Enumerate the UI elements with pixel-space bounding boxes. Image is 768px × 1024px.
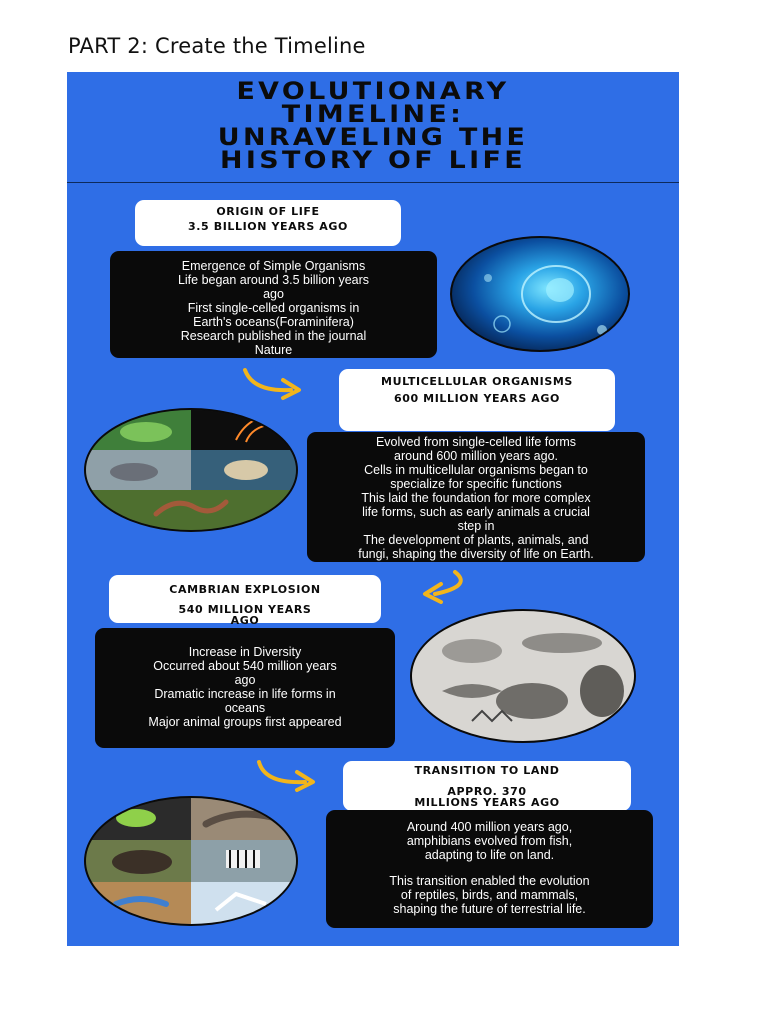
curved-arrow-icon xyxy=(253,756,325,796)
section-card-land xyxy=(326,810,653,928)
page-heading: PART 2: Create the Timeline xyxy=(68,34,366,58)
card-line: fungi, shaping the diversity of life on Earth. xyxy=(358,547,594,561)
section-date: APPRO. 370 MILLIONS YEARS AGO xyxy=(414,785,560,809)
card-line: ago xyxy=(234,673,256,687)
cell-illustration xyxy=(452,238,628,350)
section-label-multicellular xyxy=(339,369,615,431)
section-label-cambrian xyxy=(109,575,381,627)
card-line: shaping the future of terrestrial life. xyxy=(393,902,586,916)
card-line: Life began around 3.5 billion years xyxy=(177,273,370,287)
card-line: Cells in multicellular organisms began to xyxy=(364,463,588,477)
section-card-multicellular xyxy=(307,432,645,562)
card-line: The development of plants, animals, and xyxy=(363,533,589,547)
collage-tiles xyxy=(86,410,296,530)
section-card-origin xyxy=(110,251,437,358)
card-line: This transition enabled the evolution xyxy=(389,874,590,888)
title-line: UNRAVELING THE xyxy=(217,123,529,151)
card-line: adapting to life on land. xyxy=(424,848,555,862)
title-line: EVOLUTIONARY xyxy=(236,77,510,105)
section-date: 3.5 BILLION YEARS AGO xyxy=(188,220,348,233)
card-line: life forms, such as early animals a crucial xyxy=(362,505,590,519)
title-line: HISTORY OF LIFE xyxy=(220,146,526,174)
section-card-cambrian xyxy=(95,628,395,748)
section-era: ORIGIN OF LIFE xyxy=(216,205,320,218)
section-era: TRANSITION TO LAND xyxy=(414,764,560,777)
title-divider xyxy=(67,182,679,183)
land-animals-collage-photo xyxy=(84,796,298,926)
card-line: Major animal groups first appeared xyxy=(148,715,342,729)
card-line: Occurred about 540 million years xyxy=(153,659,337,673)
section-era: CAMBRIAN EXPLOSION xyxy=(169,583,321,596)
card-line: of reptiles, birds, and mammals, xyxy=(400,888,579,902)
curved-arrow-icon xyxy=(415,568,477,604)
curved-arrow-icon xyxy=(239,362,311,402)
poster-title xyxy=(67,77,679,174)
card-line: Dramatic increase in life forms in xyxy=(154,687,336,701)
card-line: specialize for specific functions xyxy=(390,477,562,491)
section-date: 600 MILLION YEARS AGO xyxy=(393,392,561,405)
section-label-land xyxy=(343,761,631,811)
single-cell-organism-photo xyxy=(450,236,630,352)
section-era: MULTICELLULAR ORGANISMS xyxy=(381,375,573,388)
section-label-origin xyxy=(135,200,401,246)
card-line: First single-celled organisms in xyxy=(187,301,360,315)
fossil-drawings xyxy=(412,611,634,741)
card-line: Around 400 million years ago, xyxy=(406,820,573,834)
title-line: TIMELINE: xyxy=(281,100,465,128)
section-date: 540 MILLION YEARS AGO xyxy=(178,603,312,627)
card-line: Earth's oceans(Foraminifera) xyxy=(193,315,354,329)
timeline-poster xyxy=(67,72,679,946)
card-line: step in xyxy=(457,519,495,533)
card-line: Increase in Diversity xyxy=(188,645,302,659)
card-line: amphibians evolved from fish, xyxy=(406,834,573,848)
card-line: Emergence of Simple Organisms xyxy=(181,259,366,273)
card-spacer xyxy=(326,862,653,874)
animal-collage-photo xyxy=(84,408,298,532)
card-line: Evolved from single-celled life forms xyxy=(375,435,577,449)
card-line: around 600 million years ago. xyxy=(394,449,558,463)
card-line: Research published in the journal xyxy=(180,329,367,343)
card-line: Nature xyxy=(254,343,293,357)
card-line: oceans xyxy=(224,701,266,715)
card-line: ago xyxy=(263,287,284,301)
card-line: This laid the foundation for more complex xyxy=(361,491,591,505)
cambrian-fossil-sketch xyxy=(410,609,636,743)
collage-tiles xyxy=(86,798,296,924)
